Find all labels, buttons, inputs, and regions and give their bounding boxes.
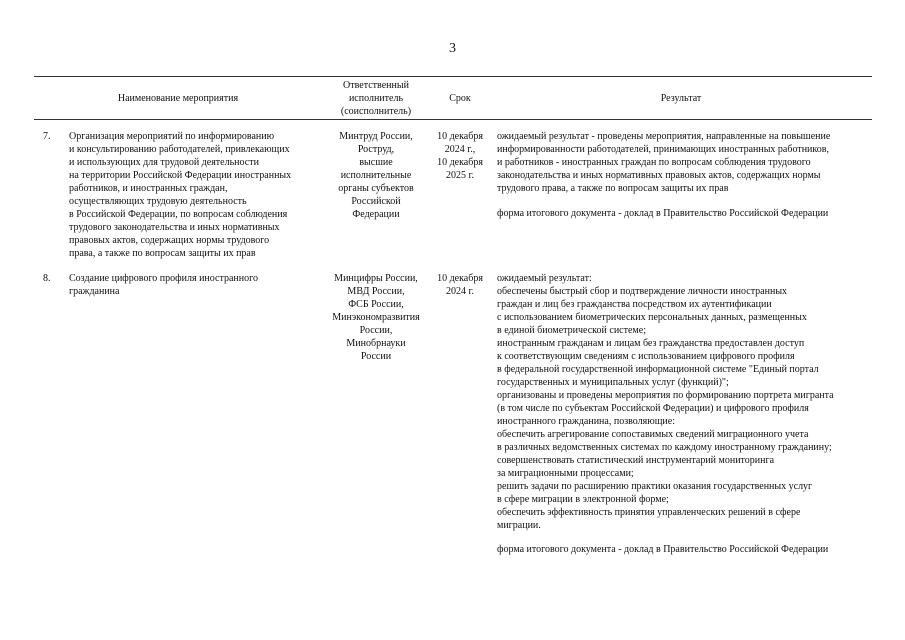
executor-line: Роструд, — [357, 144, 395, 155]
header-result: Результат — [660, 92, 702, 104]
executor-line: ФСБ России, — [348, 299, 404, 310]
row-8-number: 8. — [43, 273, 51, 284]
result-line: государственных и муниципальных услуг (функций)"; — [497, 377, 729, 388]
result-line: обеспечены быстрый сбор и подтверждение личности иностранных — [497, 286, 788, 297]
executor-line: Минэкономразвития — [332, 312, 420, 323]
executor-line: Минцифры России, — [334, 273, 418, 284]
result-line: ожидаемый результат - проведены мероприятия, направленные на повышение — [497, 131, 831, 142]
result-line: граждан и лиц без гражданства посредством их аутентификации — [497, 299, 772, 310]
executor-line: исполнительные — [340, 170, 412, 181]
result-line: миграции. — [497, 520, 541, 531]
table-header-rule — [34, 119, 872, 120]
name-line: на территории Российской Федерации иностранных — [69, 170, 292, 181]
row-7-executor — [322, 130, 430, 221]
header-name: Наименование мероприятия — [117, 92, 239, 104]
result-line: в единой биометрической системе; — [497, 325, 646, 336]
name-line: Создание цифрового профиля иностранного — [69, 273, 258, 284]
header-deadline: Срок — [449, 92, 471, 104]
name-line: осуществляющих трудовую деятельность — [69, 196, 247, 207]
executor-line: Российской — [351, 196, 401, 207]
row-7-result — [497, 130, 830, 195]
result-line: за миграционными процессами; — [497, 468, 634, 479]
name-line: трудового законодательства и иных нормативных — [69, 222, 280, 233]
result-line: с использованием биометрических персональных данных, размещенных — [497, 312, 807, 323]
deadline-line: 2024 г. — [446, 286, 474, 297]
result-line: ожидаемый результат: — [497, 273, 592, 284]
result-line: трудового права, а также по вопросам защиты их прав — [497, 183, 729, 194]
result-line: совершенствовать статистический инструментарий мониторинга — [497, 455, 775, 466]
result-line: информированности работодателей, принимающих иностранных работников, — [497, 144, 829, 155]
row-8-deadline — [430, 272, 490, 298]
result-line: в федеральной государственной информационной системе "Единый портал — [497, 364, 819, 375]
result-line: в различных ведомственных системах по каждому иностранному гражданину; — [497, 442, 832, 453]
result-line: законодательства и иных нормативных правовых актов, содержащих нормы — [497, 170, 821, 181]
deadline-line: 10 декабря — [437, 157, 483, 168]
result-line: иностранным гражданам и лицам без гражданства предоставлен доступ — [497, 338, 805, 349]
executor-line: МВД России, — [347, 286, 405, 297]
row-8-name — [69, 272, 258, 298]
result-line: (в том числе по субъектам Российской Федерации) и цифрового профиля — [497, 403, 809, 414]
row-7-name — [69, 130, 291, 260]
row-8-result-document: форма итогового документа - доклад в Правительство Российской Федерации — [497, 544, 829, 555]
deadline-line: 2025 г. — [446, 170, 474, 181]
deadline-line: 2024 г., — [444, 144, 476, 155]
result-line: иностранного гражданина, позволяющие: — [497, 416, 675, 427]
result-line: в сфере миграции в электронной форме; — [497, 494, 669, 505]
result-line: к соответствующим сведениям с использованием цифрового профиля — [497, 351, 795, 362]
executor-line: высшие — [359, 157, 393, 168]
header-executor-line: (соисполнитель) — [340, 105, 412, 117]
header-executor-line: исполнитель — [348, 92, 404, 104]
executor-line: органы субъектов — [338, 183, 414, 194]
name-line: гражданина — [69, 286, 120, 297]
row-7-deadline — [430, 130, 490, 182]
executor-line: России — [360, 351, 392, 362]
header-executor-line: Ответственный — [343, 79, 409, 91]
executor-line: Минтруд России, — [339, 131, 413, 142]
page-number: 3 — [449, 41, 456, 56]
result-line: и работников - иностранных граждан по вопросам соблюдения трудового — [497, 157, 811, 168]
row-8-executor — [322, 272, 430, 363]
result-line: организованы и проведены мероприятия по формированию портрета мигранта — [497, 390, 834, 401]
name-line: и использующих для трудовой деятельности — [69, 157, 259, 168]
result-line: решить задачи по расширению практики оказания государственных услуг — [497, 481, 813, 492]
name-line: правовых актов, содержащих нормы трудового — [69, 235, 270, 246]
name-line: и консультированию работодателей, привлекающих — [69, 144, 290, 155]
result-line: обеспечить эффективность принятия управленческих решений в сфере — [497, 507, 801, 518]
name-line: права, а также по вопросам защиты их прав — [69, 248, 256, 259]
executor-line: России, — [359, 325, 393, 336]
name-line: Организация мероприятий по информированию — [69, 131, 275, 142]
executor-line: Минобрнауки — [346, 338, 406, 349]
header-executor — [322, 77, 430, 119]
row-7-number: 7. — [43, 131, 51, 142]
deadline-line: 10 декабря — [437, 131, 483, 142]
row-8-result — [497, 272, 834, 532]
deadline-line: 10 декабря — [437, 273, 483, 284]
name-line: работников, и иностранных граждан, — [69, 183, 228, 194]
name-line: в Российской Федерации, по вопросам соблюдения — [69, 209, 288, 220]
executor-line: Федерации — [352, 209, 400, 220]
row-7-result-document: форма итогового документа - доклад в Правительство Российской Федерации — [497, 208, 829, 219]
result-line: обеспечить агрегирование сопоставимых сведений миграционного учета — [497, 429, 809, 440]
